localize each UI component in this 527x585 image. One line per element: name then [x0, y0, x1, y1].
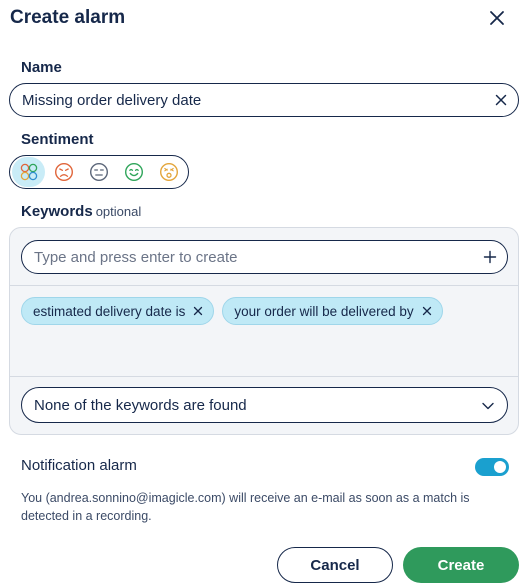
divider: [10, 376, 518, 377]
keywords-title: Keywords: [21, 203, 93, 220]
sentiment-angry-button[interactable]: [47, 157, 80, 187]
plus-icon[interactable]: [483, 250, 497, 264]
smiling-face-icon: [124, 162, 144, 182]
name-field[interactable]: [9, 83, 519, 117]
angry-face-icon: [54, 162, 74, 182]
create-button[interactable]: Create: [403, 547, 519, 583]
surprised-face-icon: [159, 162, 179, 182]
keyword-chip-label: estimated delivery date is: [33, 303, 186, 319]
keywords-optional-hint: optional: [95, 204, 142, 219]
keyword-chip: [222, 297, 442, 325]
remove-chip-icon[interactable]: [422, 306, 432, 316]
keywords-label: [21, 203, 141, 220]
clear-icon[interactable]: [493, 92, 509, 108]
remove-chip-icon[interactable]: [193, 306, 203, 316]
chevron-down-icon: [481, 399, 495, 413]
sentiment-selector: [9, 155, 189, 189]
keyword-input-placeholder: Type and press enter to create: [34, 249, 238, 266]
cancel-button[interactable]: Cancel: [277, 547, 393, 583]
keyword-chips: [21, 297, 443, 325]
keyword-chip: [21, 297, 214, 325]
dialog-title: Create alarm: [10, 7, 126, 28]
notification-label: Notification alarm: [21, 457, 137, 474]
name-label: Name: [21, 59, 62, 76]
notification-toggle[interactable]: [475, 458, 509, 476]
close-button[interactable]: [486, 7, 508, 29]
keywords-panel: [9, 227, 519, 435]
sentiment-all-button[interactable]: [12, 157, 45, 187]
all-sentiments-icon: [19, 162, 39, 182]
sentiment-label: Sentiment: [21, 131, 94, 148]
sentiment-neutral-button[interactable]: [82, 157, 115, 187]
toggle-knob: [494, 461, 506, 473]
neutral-face-icon: [89, 162, 109, 182]
keyword-chip-label: your order will be delivered by: [234, 303, 414, 319]
sentiment-happy-button[interactable]: [118, 157, 151, 187]
notification-description: You (andrea.sonnino@imagicle.com) will receive an e-mail as soon as a match is detected in a recording.: [21, 491, 470, 523]
keyword-condition-value: None of the keywords are found: [34, 397, 247, 414]
divider: [10, 285, 518, 286]
close-icon: [486, 7, 508, 29]
keyword-condition-select[interactable]: [21, 387, 508, 423]
keyword-input[interactable]: [21, 240, 508, 274]
name-value[interactable]: Missing order delivery date: [22, 92, 202, 109]
sentiment-surprised-button[interactable]: [153, 157, 186, 187]
